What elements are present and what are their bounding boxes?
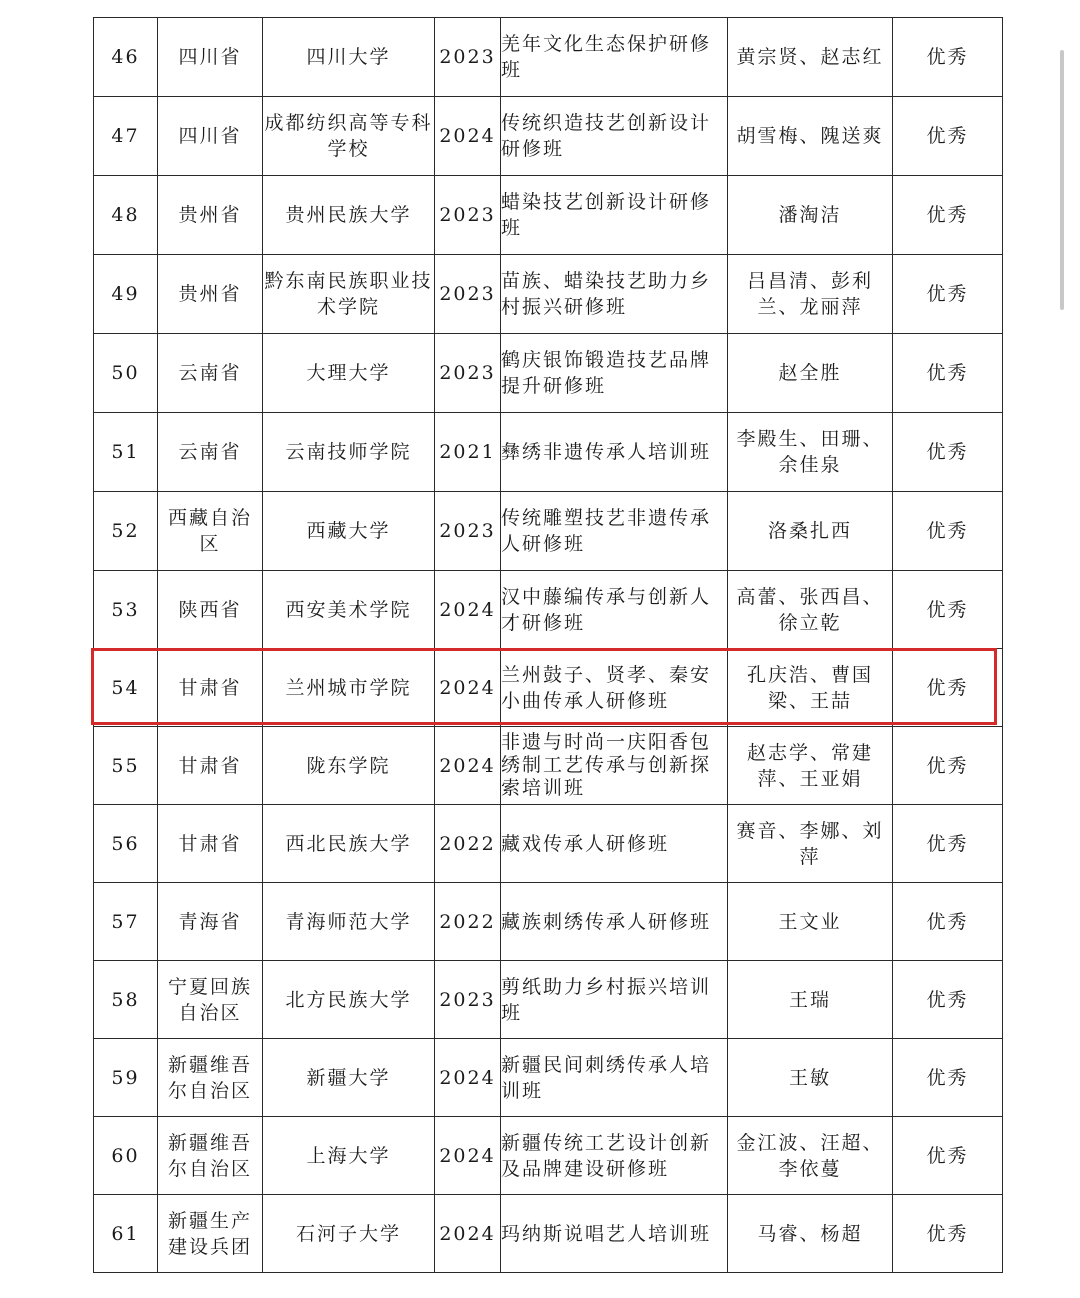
province: 西藏自治区: [158, 492, 263, 571]
institution: 新疆大学: [263, 1039, 435, 1117]
program-name: 羌年文化生态保护研修班: [501, 18, 728, 97]
program-leaders: 金江波、汪超、李依蔓: [728, 1117, 893, 1195]
evaluation-grade: 优秀: [893, 255, 1003, 334]
program-name: 新疆民间刺绣传承人培训班: [501, 1039, 728, 1117]
program-leaders: 赵全胜: [728, 334, 893, 413]
row-number: 55: [94, 727, 158, 805]
table-row: [94, 18, 1003, 97]
year: 2024: [435, 1195, 501, 1273]
province: 云南省: [158, 413, 263, 492]
year: 2023: [435, 334, 501, 413]
row-number: 58: [94, 961, 158, 1039]
province: 青海省: [158, 883, 263, 961]
row-number: 52: [94, 492, 158, 571]
institution: 北方民族大学: [263, 961, 435, 1039]
program-name: 传统雕塑技艺非遗传承人研修班: [501, 492, 728, 571]
program-name: 玛纳斯说唱艺人培训班: [501, 1195, 728, 1273]
training-program-table: [93, 17, 1003, 1273]
program-leaders: 李殿生、田珊、余佳泉: [728, 413, 893, 492]
program-name: 非遗与时尚一庆阳香包绣制工艺传承与创新探索培训班: [501, 727, 728, 805]
institution: 黔东南民族职业技术学院: [263, 255, 435, 334]
program-leaders: 吕昌清、彭利兰、龙丽萍: [728, 255, 893, 334]
year: 2024: [435, 97, 501, 176]
evaluation-grade: 优秀: [893, 1039, 1003, 1117]
institution: 云南技师学院: [263, 413, 435, 492]
table-row: [94, 883, 1003, 961]
year: 2022: [435, 805, 501, 883]
year: 2023: [435, 176, 501, 255]
program-leaders: 马睿、杨超: [728, 1195, 893, 1273]
table-row: [94, 727, 1003, 805]
row-number: 54: [94, 649, 158, 727]
institution: 兰州城市学院: [263, 649, 435, 727]
institution: 上海大学: [263, 1117, 435, 1195]
evaluation-grade: 优秀: [893, 961, 1003, 1039]
table-row: [94, 334, 1003, 413]
evaluation-grade: 优秀: [893, 1117, 1003, 1195]
evaluation-grade: 优秀: [893, 883, 1003, 961]
row-number: 51: [94, 413, 158, 492]
scrollbar[interactable]: [1060, 50, 1064, 310]
program-name: 藏戏传承人研修班: [501, 805, 728, 883]
program-name: 汉中藤编传承与创新人才研修班: [501, 571, 728, 649]
program-name: 剪纸助力乡村振兴培训班: [501, 961, 728, 1039]
row-number: 53: [94, 571, 158, 649]
year: 2023: [435, 18, 501, 97]
evaluation-grade: 优秀: [893, 727, 1003, 805]
province: 贵州省: [158, 176, 263, 255]
program-leaders: 王敏: [728, 1039, 893, 1117]
province: 云南省: [158, 334, 263, 413]
institution: 陇东学院: [263, 727, 435, 805]
program-name: 新疆传统工艺设计创新及品牌建设研修班: [501, 1117, 728, 1195]
province: 甘肃省: [158, 649, 263, 727]
year: 2023: [435, 961, 501, 1039]
year: 2024: [435, 1117, 501, 1195]
year: 2024: [435, 1039, 501, 1117]
province: 宁夏回族自治区: [158, 961, 263, 1039]
province: 新疆生产建设兵团: [158, 1195, 263, 1273]
program-leaders: 赛音、李娜、刘萍: [728, 805, 893, 883]
program-leaders: 赵志学、常建萍、王亚娟: [728, 727, 893, 805]
program-name: 兰州鼓子、贤孝、秦安小曲传承人研修班: [501, 649, 728, 727]
evaluation-grade: 优秀: [893, 649, 1003, 727]
institution: 大理大学: [263, 334, 435, 413]
table-row: [94, 97, 1003, 176]
table-row: [94, 1195, 1003, 1273]
program-leaders: 潘淘洁: [728, 176, 893, 255]
evaluation-grade: 优秀: [893, 805, 1003, 883]
table-row: [94, 805, 1003, 883]
table-row: [94, 571, 1003, 649]
program-leaders: 王文业: [728, 883, 893, 961]
program-name: 藏族刺绣传承人研修班: [501, 883, 728, 961]
institution: 成都纺织高等专科学校: [263, 97, 435, 176]
row-number: 46: [94, 18, 158, 97]
year: 2021: [435, 413, 501, 492]
province: 陕西省: [158, 571, 263, 649]
evaluation-grade: 优秀: [893, 492, 1003, 571]
province: 新疆维吾尔自治区: [158, 1117, 263, 1195]
table-row: [94, 1039, 1003, 1117]
row-number: 60: [94, 1117, 158, 1195]
institution: 西北民族大学: [263, 805, 435, 883]
table-row: [94, 961, 1003, 1039]
row-number: 57: [94, 883, 158, 961]
program-leaders: 黄宗贤、赵志红: [728, 18, 893, 97]
table-row: [94, 413, 1003, 492]
program-leaders: 洛桑扎西: [728, 492, 893, 571]
table-row: [94, 1117, 1003, 1195]
institution: 贵州民族大学: [263, 176, 435, 255]
table-row: [94, 255, 1003, 334]
province: 四川省: [158, 97, 263, 176]
institution: 石河子大学: [263, 1195, 435, 1273]
evaluation-grade: 优秀: [893, 571, 1003, 649]
evaluation-grade: 优秀: [893, 97, 1003, 176]
program-leaders: 孔庆浩、曹国梁、王喆: [728, 649, 893, 727]
program-name: 鹤庆银饰锻造技艺品牌提升研修班: [501, 334, 728, 413]
program-leaders: 胡雪梅、隗送爽: [728, 97, 893, 176]
program-name: 苗族、蜡染技艺助力乡村振兴研修班: [501, 255, 728, 334]
institution: 西藏大学: [263, 492, 435, 571]
year: 2022: [435, 883, 501, 961]
institution: 西安美术学院: [263, 571, 435, 649]
row-number: 49: [94, 255, 158, 334]
institution: 四川大学: [263, 18, 435, 97]
evaluation-grade: 优秀: [893, 1195, 1003, 1273]
row-number: 50: [94, 334, 158, 413]
evaluation-grade: 优秀: [893, 18, 1003, 97]
table-row: [94, 492, 1003, 571]
year: 2024: [435, 571, 501, 649]
province: 贵州省: [158, 255, 263, 334]
program-name: 传统织造技艺创新设计研修班: [501, 97, 728, 176]
evaluation-grade: 优秀: [893, 334, 1003, 413]
evaluation-grade: 优秀: [893, 176, 1003, 255]
province: 甘肃省: [158, 727, 263, 805]
row-number: 61: [94, 1195, 158, 1273]
province: 四川省: [158, 18, 263, 97]
province: 新疆维吾尔自治区: [158, 1039, 263, 1117]
program-leaders: 高蕾、张西昌、徐立乾: [728, 571, 893, 649]
program-name: 彝绣非遗传承人培训班: [501, 413, 728, 492]
province: 甘肃省: [158, 805, 263, 883]
row-number: 48: [94, 176, 158, 255]
table-row: [94, 176, 1003, 255]
program-leaders: 王瑞: [728, 961, 893, 1039]
year: 2023: [435, 492, 501, 571]
program-name: 蜡染技艺创新设计研修班: [501, 176, 728, 255]
year: 2024: [435, 649, 501, 727]
row-number: 47: [94, 97, 158, 176]
table-row-highlighted: [94, 649, 1003, 727]
row-number: 59: [94, 1039, 158, 1117]
year: 2024: [435, 727, 501, 805]
evaluation-grade: 优秀: [893, 413, 1003, 492]
year: 2023: [435, 255, 501, 334]
institution: 青海师范大学: [263, 883, 435, 961]
row-number: 56: [94, 805, 158, 883]
